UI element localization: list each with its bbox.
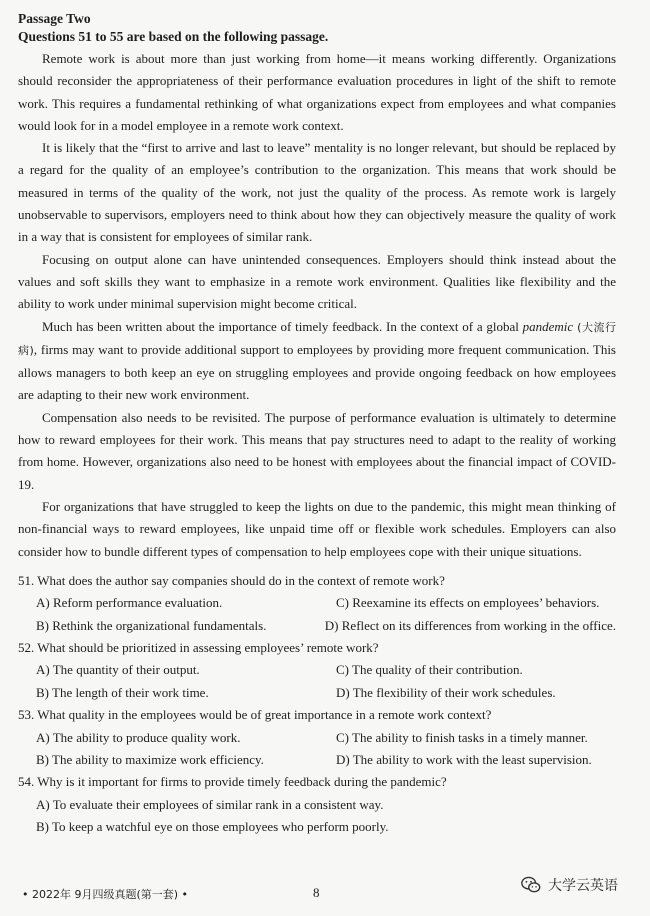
watermark-logo — [520, 874, 618, 896]
q52-option-c: C) The quality of their contribution. — [336, 662, 523, 678]
question-51-row-1 — [18, 592, 616, 614]
question-54-row-2 — [18, 816, 616, 838]
passage-title: Passage Two — [18, 11, 91, 26]
question-54-stem: 54. Why is it important for firms to provide timely feedback during the pandemic? — [18, 774, 447, 790]
chinese-gloss: (大流行病) — [18, 320, 616, 357]
question-53-stem: 53. What quality in the employees would be of great importance in a remote work context? — [18, 707, 492, 723]
page-number: 8 — [313, 885, 320, 900]
question-54-row-1 — [18, 794, 616, 816]
q51-option-c: C) Reexamine its effects on employees’ behaviors. — [336, 595, 600, 611]
watermark-text: 大学云英语 — [548, 878, 618, 894]
wechat-icon — [520, 874, 542, 896]
page-footer-label: • 2022年 9月四级真题(第一套) • — [22, 888, 189, 901]
q52-option-d: D) The flexibility of their work schedules. — [336, 684, 556, 700]
q52-option-a: A) The quantity of their output. — [36, 662, 200, 678]
question-51-row-2 — [18, 615, 616, 637]
paragraph-2: It is likely that the “first to arrive and last to leave” mentality is no longer relevant, but should be replaced by a regard for the quality of an employee’s contribution to the organization. This means that work should be measured in terms of the quality of the work, not just the quality of the process. As remote work is largely unobservable to supervisors, employers need to think about how they can objectively measure the quality of work in a way that is consistent for employees of similar rank. — [18, 140, 616, 245]
q53-option-a: A) The ability to produce quality work. — [36, 729, 241, 745]
paragraph-4 — [18, 316, 616, 407]
q51-option-b: B) Rethink the organizational fundamentals. — [36, 617, 267, 633]
question-53-row-1 — [18, 727, 616, 749]
q53-option-c: C) The ability to finish tasks in a timely manner. — [336, 729, 588, 745]
question-52-row-1 — [18, 659, 616, 681]
question-52-row-2 — [18, 682, 616, 704]
questions-section — [18, 570, 616, 839]
paragraph-1: Remote work is about more than just working from home—it means working differently. Organizations should reconsider the appropriateness of their performance evaluation procedures in light of the shift to remote work. This requires a fundamental rethinking of what organizations expect from employees and what companies would look for in a model employee in a remote work context. — [18, 51, 616, 133]
paragraph-5: Compensation also needs to be revisited. The purpose of performance evaluation is ultimately to determine how to reward employees for their work. This means that pay structures need to adapt to the reality of working from home. However, organizations also need to be honest with employees about the financial impact of COVID-19. — [18, 409, 616, 492]
glossed-term: pandemic — [522, 318, 574, 334]
exam-page — [18, 10, 616, 839]
q53-option-d: D) The ability to work with the least supervision. — [336, 752, 592, 768]
q52-option-b: B) The length of their work time. — [36, 684, 209, 700]
question-53-row-2 — [18, 749, 616, 771]
q51-option-d: D) Reflect on its differences from working in the office. — [324, 617, 616, 633]
q53-option-b: B) The ability to maximize work efficiency. — [36, 752, 264, 768]
paragraph-4-text-b: , firms may want to provide additional support to employees by providing more frequent communication. This allows managers to both keep an eye on struggling employees and provide ongoing feedback on how employees are adapting to their new work environment. — [18, 341, 616, 403]
q54-option-a: A) To evaluate their employees of similar rank in a consistent way. — [36, 796, 384, 812]
paragraph-4-text-a: Much has been written about the importance of timely feedback. In the context of a global — [42, 318, 523, 334]
question-51-stem: 51. What does the author say companies should do in the context of remote work? — [18, 572, 445, 588]
passage-instruction: Questions 51 to 55 are based on the following passage. — [18, 29, 329, 44]
question-52-stem: 52. What should be prioritized in assessing employees’ remote work? — [18, 640, 379, 656]
q51-option-a: A) Reform performance evaluation. — [36, 595, 223, 611]
q54-option-b: B) To keep a watchful eye on those employees who perform poorly. — [36, 819, 389, 835]
paragraph-6: For organizations that have struggled to keep the lights on due to the pandemic, this might mean thinking of non-financial ways to reward employees, like unpaid time off or flexible work schedules. Employers can also consider how to bundle different types of compensation to help employees cope with their unique situations. — [18, 498, 616, 559]
paragraph-3: Focusing on output alone can have unintended consequences. Employers should think instead about the values and soft skills they want to emphasize in a remote work environment. Qualities like flexibility and the ability to work under minimal supervision might become critical. — [18, 251, 616, 312]
